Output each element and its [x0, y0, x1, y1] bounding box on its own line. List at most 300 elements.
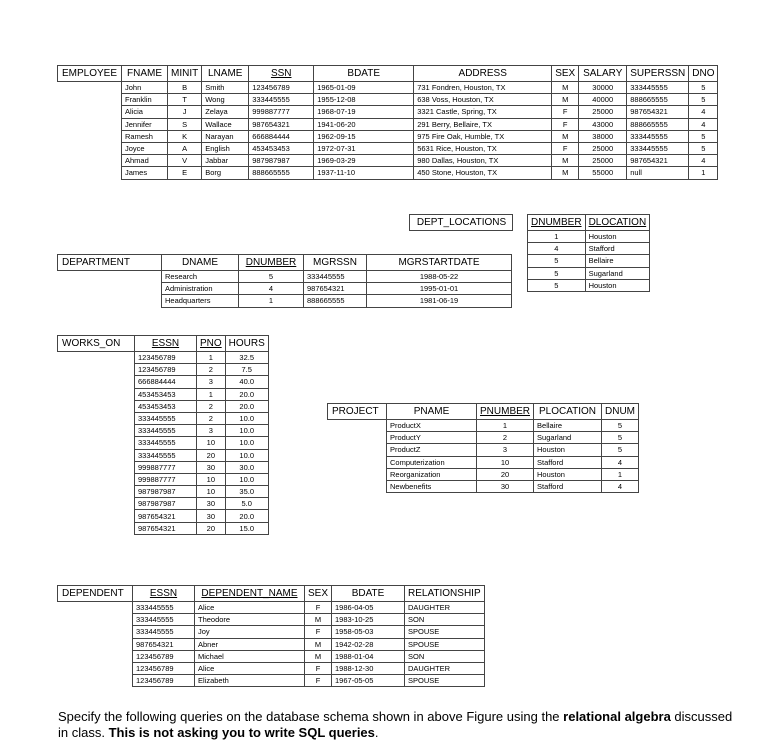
- dependent-header-row: [58, 586, 485, 602]
- row-spacer: [58, 271, 162, 283]
- table-cell: 30: [197, 461, 226, 473]
- table-cell: 333445555: [249, 94, 314, 106]
- table-row: [58, 271, 512, 283]
- table-row: [58, 376, 269, 388]
- table-cell: 333445555: [135, 412, 197, 424]
- column-header: PLOCATION: [534, 404, 602, 420]
- table-cell: 5: [689, 94, 718, 106]
- table-cell: 3: [197, 425, 226, 437]
- table-cell: 25000: [579, 142, 627, 154]
- column-header: SUPERSSN: [627, 66, 689, 82]
- table-cell: 30: [197, 498, 226, 510]
- column-header: RELATIONSHIP: [405, 586, 485, 602]
- table-cell: Jabbar: [202, 155, 249, 167]
- table-cell: 30: [477, 480, 534, 492]
- table-cell: English: [202, 142, 249, 154]
- table-row: [58, 626, 485, 638]
- table-cell: 2: [477, 432, 534, 444]
- column-header: DNAME: [162, 255, 239, 271]
- table-cell: 38000: [579, 130, 627, 142]
- table-cell: null: [627, 167, 689, 179]
- table-cell: 32.5: [225, 352, 268, 364]
- table-cell: 888665555: [627, 118, 689, 130]
- column-header: SALARY: [579, 66, 627, 82]
- table-cell: 987654321: [249, 118, 314, 130]
- row-spacer: [58, 650, 133, 662]
- table-cell: ProductZ: [387, 444, 477, 456]
- table-cell: Narayan: [202, 130, 249, 142]
- column-header: PNUMBER: [477, 404, 534, 420]
- table-cell: 5: [528, 279, 586, 291]
- employee-relation-name: EMPLOYEE: [58, 66, 122, 82]
- table-cell: 10.0: [225, 437, 268, 449]
- table-row: [58, 662, 485, 674]
- table-cell: 5: [602, 432, 639, 444]
- table-cell: 1942-02-28: [332, 638, 405, 650]
- table-cell: 987654321: [627, 155, 689, 167]
- table-cell: 10.0: [225, 473, 268, 485]
- table-cell: James: [122, 167, 168, 179]
- table-cell: 2: [197, 364, 226, 376]
- table-cell: Joy: [195, 626, 305, 638]
- table-cell: 5: [689, 142, 718, 154]
- table-cell: 333445555: [304, 271, 367, 283]
- row-spacer: [328, 420, 387, 432]
- table-row: [58, 155, 718, 167]
- row-spacer: [58, 412, 135, 424]
- table-cell: 333445555: [627, 130, 689, 142]
- table-row: [58, 388, 269, 400]
- table-cell: 980 Dallas, Houston, TX: [414, 155, 552, 167]
- table-cell: Headquarters: [162, 295, 239, 307]
- table-row: [58, 364, 269, 376]
- table-cell: 987987987: [135, 486, 197, 498]
- table-cell: 20: [197, 522, 226, 534]
- table-cell: ProductX: [387, 420, 477, 432]
- department-relation-name: DEPARTMENT: [58, 255, 162, 271]
- table-cell: 43000: [579, 118, 627, 130]
- table-cell: Stafford: [534, 480, 602, 492]
- table-cell: 1988-01-04: [332, 650, 405, 662]
- table-row: [58, 94, 718, 106]
- table-cell: Administration: [162, 283, 239, 295]
- table-cell: 1995-01-01: [367, 283, 512, 295]
- table-cell: Jennifer: [122, 118, 168, 130]
- row-spacer: [58, 352, 135, 364]
- table-cell: 5: [239, 271, 304, 283]
- table-cell: Ramesh: [122, 130, 168, 142]
- table-cell: K: [168, 130, 202, 142]
- table-cell: 5: [689, 130, 718, 142]
- table-cell: V: [168, 155, 202, 167]
- column-header: BDATE: [332, 586, 405, 602]
- table-cell: 4: [602, 456, 639, 468]
- works-on-table: [57, 335, 269, 535]
- table-cell: 7.5: [225, 364, 268, 376]
- table-cell: 35.0: [225, 486, 268, 498]
- table-cell: Reorganization: [387, 468, 477, 480]
- table-cell: Abner: [195, 638, 305, 650]
- table-cell: 123456789: [135, 352, 197, 364]
- instruction-part1: Specify the following queries on the database schema shown in above Figure using the: [58, 709, 564, 724]
- table-row: [58, 437, 269, 449]
- table-cell: F: [552, 118, 579, 130]
- table-row: [410, 231, 650, 243]
- table-cell: 999887777: [135, 461, 197, 473]
- row-spacer: [328, 480, 387, 492]
- table-cell: 123456789: [133, 675, 195, 687]
- table-cell: 291 Berry, Bellaire, TX: [414, 118, 552, 130]
- table-cell: 1981-06-19: [367, 295, 512, 307]
- table-cell: 1: [197, 352, 226, 364]
- table-row: [58, 473, 269, 485]
- table-cell: Zelaya: [202, 106, 249, 118]
- table-cell: 5: [602, 444, 639, 456]
- table-cell: 1968-07-19: [314, 106, 414, 118]
- column-header: PNO: [197, 336, 226, 352]
- cell-spacer: [513, 231, 528, 243]
- table-row: [58, 130, 718, 142]
- table-cell: 333445555: [135, 425, 197, 437]
- table-cell: 4: [689, 155, 718, 167]
- column-header: SSN: [249, 66, 314, 82]
- table-cell: Joyce: [122, 142, 168, 154]
- column-header: DLOCATION: [585, 215, 650, 231]
- table-cell: 4: [239, 283, 304, 295]
- row-spacer: [328, 456, 387, 468]
- instruction-bold-not-sql: This is not asking you to write SQL queries: [108, 725, 375, 740]
- table-cell: Franklin: [122, 94, 168, 106]
- table-cell: 1: [477, 420, 534, 432]
- table-cell: 987654321: [135, 522, 197, 534]
- column-header: MINIT: [168, 66, 202, 82]
- table-cell: 666884444: [135, 376, 197, 388]
- row-spacer: [58, 82, 122, 94]
- table-cell: 30: [197, 510, 226, 522]
- table-cell: M: [552, 155, 579, 167]
- table-cell: Houston: [534, 444, 602, 456]
- table-cell: 1958-05-03: [332, 626, 405, 638]
- table-row: [58, 283, 512, 295]
- column-header: ESSN: [135, 336, 197, 352]
- dept-locations-header-row: [410, 215, 650, 231]
- table-cell: 20.0: [225, 388, 268, 400]
- table-cell: M: [552, 94, 579, 106]
- table-cell: 25000: [579, 106, 627, 118]
- row-spacer: [328, 432, 387, 444]
- row-spacer: [58, 376, 135, 388]
- table-row: [58, 486, 269, 498]
- table-row: [58, 675, 485, 687]
- table-cell: 15.0: [225, 522, 268, 534]
- table-cell: 5631 Rice, Houston, TX: [414, 142, 552, 154]
- table-cell: A: [168, 142, 202, 154]
- table-cell: 333445555: [135, 449, 197, 461]
- table-cell: M: [552, 167, 579, 179]
- instruction-part2: discussed in class.: [58, 709, 733, 740]
- table-cell: 2: [197, 412, 226, 424]
- table-cell: 123456789: [135, 364, 197, 376]
- table-cell: 1941-06-20: [314, 118, 414, 130]
- table-cell: 888665555: [627, 94, 689, 106]
- cell-spacer: [513, 255, 528, 267]
- column-header: ESSN: [133, 586, 195, 602]
- table-cell: E: [168, 167, 202, 179]
- row-spacer: [328, 444, 387, 456]
- table-cell: Houston: [585, 279, 650, 291]
- table-cell: 4: [689, 118, 718, 130]
- row-spacer: [58, 602, 133, 614]
- table-cell: DAUGHTER: [405, 602, 485, 614]
- table-cell: 333445555: [135, 437, 197, 449]
- row-spacer: [58, 449, 135, 461]
- table-row: [58, 352, 269, 364]
- table-cell: 5.0: [225, 498, 268, 510]
- table-cell: 1967-05-05: [332, 675, 405, 687]
- table-cell: Elizabeth: [195, 675, 305, 687]
- table-cell: 5: [528, 255, 586, 267]
- column-header: LNAME: [202, 66, 249, 82]
- column-header: MGRSSN: [304, 255, 367, 271]
- table-row: [58, 498, 269, 510]
- row-spacer: [328, 468, 387, 480]
- table-cell: 123456789: [249, 82, 314, 94]
- row-spacer: [58, 522, 135, 534]
- table-cell: 30000: [579, 82, 627, 94]
- department-header-row: [58, 255, 512, 271]
- row-spacer: [58, 638, 133, 650]
- instruction-bold-relational-algebra: relational algebra: [563, 709, 671, 724]
- table-cell: 4: [602, 480, 639, 492]
- table-cell: 20: [197, 449, 226, 461]
- table-cell: S: [168, 118, 202, 130]
- employee-table: [57, 65, 718, 180]
- table-cell: 5: [689, 82, 718, 94]
- table-cell: 453453453: [135, 400, 197, 412]
- row-spacer: [58, 130, 122, 142]
- table-cell: T: [168, 94, 202, 106]
- column-header: DEPENDENT_NAME: [195, 586, 305, 602]
- table-cell: DAUGHTER: [405, 662, 485, 674]
- table-cell: 999887777: [135, 473, 197, 485]
- table-cell: 123456789: [133, 650, 195, 662]
- table-cell: 3: [197, 376, 226, 388]
- table-cell: 123456789: [133, 662, 195, 674]
- table-cell: 4: [689, 106, 718, 118]
- table-cell: Wallace: [202, 118, 249, 130]
- table-cell: Houston: [534, 468, 602, 480]
- table-cell: F: [552, 106, 579, 118]
- table-cell: 5: [602, 420, 639, 432]
- row-spacer: [58, 167, 122, 179]
- row-spacer: [58, 461, 135, 473]
- row-spacer: [58, 364, 135, 376]
- row-spacer: [58, 675, 133, 687]
- table-row: [58, 602, 485, 614]
- table-cell: Sugarland: [534, 432, 602, 444]
- row-spacer: [58, 118, 122, 130]
- employee-header-row: [58, 66, 718, 82]
- column-header: SEX: [552, 66, 579, 82]
- table-cell: Sugarland: [585, 267, 650, 279]
- table-row: [328, 468, 639, 480]
- table-cell: J: [168, 106, 202, 118]
- table-cell: 638 Voss, Houston, TX: [414, 94, 552, 106]
- table-cell: SPOUSE: [405, 638, 485, 650]
- table-cell: Alicia: [122, 106, 168, 118]
- project-table: [327, 403, 639, 493]
- table-row: [58, 142, 718, 154]
- cell-spacer: [513, 243, 528, 255]
- table-cell: Borg: [202, 167, 249, 179]
- table-cell: 10.0: [225, 449, 268, 461]
- table-cell: 333445555: [133, 626, 195, 638]
- table-cell: Smith: [202, 82, 249, 94]
- row-spacer: [58, 510, 135, 522]
- table-cell: Bellaire: [585, 255, 650, 267]
- column-header: BDATE: [314, 66, 414, 82]
- row-spacer: [58, 283, 162, 295]
- table-cell: 731 Fondren, Houston, TX: [414, 82, 552, 94]
- column-header: PNAME: [387, 404, 477, 420]
- table-cell: 987987987: [249, 155, 314, 167]
- table-row: [58, 295, 512, 307]
- table-cell: SPOUSE: [405, 626, 485, 638]
- table-row: [58, 425, 269, 437]
- table-cell: 10: [197, 437, 226, 449]
- table-row: [328, 444, 639, 456]
- table-row: [58, 614, 485, 626]
- dependent-relation-name: DEPENDENT: [58, 586, 133, 602]
- instruction-text: [58, 709, 738, 741]
- table-cell: 25000: [579, 155, 627, 167]
- table-cell: 30.0: [225, 461, 268, 473]
- header-spacer: [513, 215, 528, 231]
- table-cell: 1: [197, 388, 226, 400]
- table-cell: 987987987: [135, 498, 197, 510]
- table-cell: 987654321: [135, 510, 197, 522]
- table-cell: 1969-03-29: [314, 155, 414, 167]
- table-row: [58, 522, 269, 534]
- table-cell: 987654321: [133, 638, 195, 650]
- department-table: [57, 254, 512, 308]
- table-row: [58, 412, 269, 424]
- table-cell: 453453453: [249, 142, 314, 154]
- row-spacer: [58, 155, 122, 167]
- row-spacer: [58, 106, 122, 118]
- table-cell: M: [552, 130, 579, 142]
- table-cell: Newbenefits: [387, 480, 477, 492]
- row-spacer: [58, 473, 135, 485]
- table-cell: F: [305, 626, 332, 638]
- table-cell: 666884444: [249, 130, 314, 142]
- table-cell: 1: [239, 295, 304, 307]
- table-cell: 40000: [579, 94, 627, 106]
- table-cell: F: [552, 142, 579, 154]
- table-cell: 3321 Castle, Spring, TX: [414, 106, 552, 118]
- table-row: [328, 456, 639, 468]
- table-row: [328, 432, 639, 444]
- table-cell: 333445555: [627, 82, 689, 94]
- table-cell: Houston: [585, 231, 650, 243]
- table-row: [58, 650, 485, 662]
- table-cell: 10.0: [225, 425, 268, 437]
- table-row: [328, 480, 639, 492]
- table-cell: F: [305, 662, 332, 674]
- cell-spacer: [513, 267, 528, 279]
- table-cell: 1972-07-31: [314, 142, 414, 154]
- table-cell: 999887777: [249, 106, 314, 118]
- table-cell: Stafford: [585, 243, 650, 255]
- table-cell: 1962-09-15: [314, 130, 414, 142]
- row-spacer: [58, 388, 135, 400]
- table-cell: Theodore: [195, 614, 305, 626]
- table-cell: 987654321: [627, 106, 689, 118]
- table-cell: 888665555: [304, 295, 367, 307]
- column-header: SEX: [305, 586, 332, 602]
- table-cell: 1986-04-05: [332, 602, 405, 614]
- column-header: HOURS: [225, 336, 268, 352]
- table-cell: Ahmad: [122, 155, 168, 167]
- table-cell: 40.0: [225, 376, 268, 388]
- table-cell: M: [305, 614, 332, 626]
- table-cell: 20: [477, 468, 534, 480]
- table-row: [58, 510, 269, 522]
- table-cell: 1: [689, 167, 718, 179]
- table-cell: 1988-12-30: [332, 662, 405, 674]
- table-cell: M: [305, 650, 332, 662]
- table-cell: 975 Fire Oak, Humble, TX: [414, 130, 552, 142]
- row-spacer: [58, 486, 135, 498]
- row-spacer: [58, 425, 135, 437]
- table-cell: 1965-01-09: [314, 82, 414, 94]
- table-cell: 4: [528, 243, 586, 255]
- column-header: MGRSTARTDATE: [367, 255, 512, 271]
- column-header: ADDRESS: [414, 66, 552, 82]
- table-cell: Research: [162, 271, 239, 283]
- column-header: DNO: [689, 66, 718, 82]
- table-cell: M: [305, 638, 332, 650]
- table-cell: 10: [197, 473, 226, 485]
- column-header: DNUMBER: [528, 215, 586, 231]
- table-cell: 888665555: [249, 167, 314, 179]
- row-spacer: [58, 295, 162, 307]
- table-cell: 20.0: [225, 510, 268, 522]
- table-row: [58, 118, 718, 130]
- table-cell: F: [305, 675, 332, 687]
- table-cell: 450 Stone, Houston, TX: [414, 167, 552, 179]
- table-cell: F: [305, 602, 332, 614]
- table-cell: SON: [405, 650, 485, 662]
- table-cell: Alice: [195, 662, 305, 674]
- table-cell: 1988-05-22: [367, 271, 512, 283]
- table-row: [58, 400, 269, 412]
- table-cell: 20.0: [225, 400, 268, 412]
- table-cell: John: [122, 82, 168, 94]
- project-relation-name: PROJECT: [328, 404, 387, 420]
- table-cell: Computerization: [387, 456, 477, 468]
- table-cell: 10: [477, 456, 534, 468]
- table-row: [58, 449, 269, 461]
- table-cell: 3: [477, 444, 534, 456]
- row-spacer: [58, 498, 135, 510]
- table-cell: 2: [197, 400, 226, 412]
- works-on-header-row: [58, 336, 269, 352]
- table-cell: 1937-11-10: [314, 167, 414, 179]
- row-spacer: [410, 231, 513, 243]
- row-spacer: [58, 142, 122, 154]
- table-cell: 453453453: [135, 388, 197, 400]
